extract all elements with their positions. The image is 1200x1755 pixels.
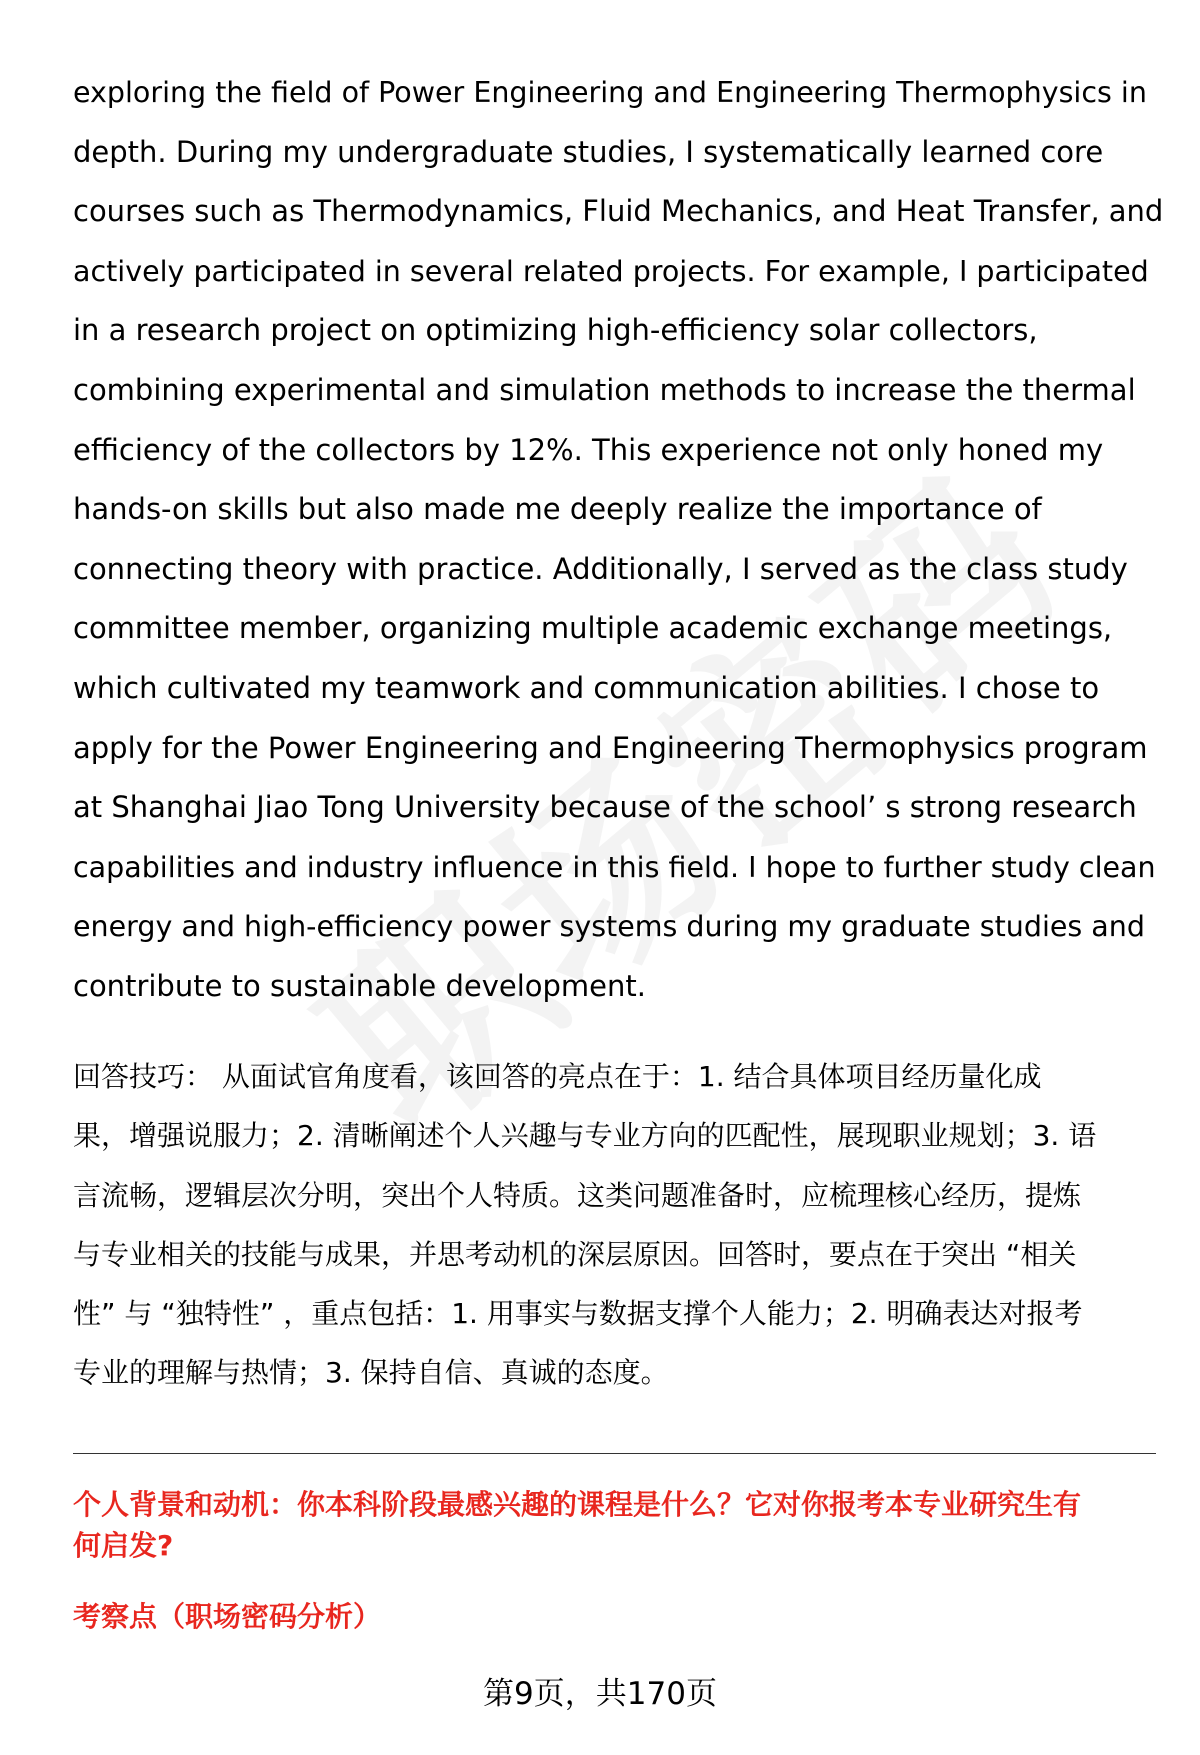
exam-point-heading: 考察点（职场密码分析）	[73, 1600, 382, 1633]
answer-line: in a research project on optimizing high-efficiency solar collectors,	[73, 313, 1038, 348]
answer-line: efficiency of the collectors by 12%. This experience not only honed my	[73, 432, 1104, 467]
page-number: 第9页，共170页	[483, 1676, 717, 1712]
tips-line: 言流畅，逻辑层次分明，突出个人特质。这类问题准备时，应梳理核心经历，提炼	[73, 1178, 1082, 1212]
tips-line: 性” 与 “独特性” ，重点包括：1. 用事实与数据支撑个人能力；2. 明确表达对报考	[73, 1297, 1083, 1331]
answer-line: which cultivated my teamwork and communication abilities. I chose to	[73, 670, 1100, 705]
answer-line: depth. During my undergraduate studies, I systematically learned core	[73, 134, 1104, 169]
answer-line: apply for the Power Engineering and Engineering Thermophysics program	[73, 730, 1148, 765]
answer-line: contribute to sustainable development.	[73, 968, 646, 1003]
answer-line: energy and high-efficiency power systems during my graduate studies and	[73, 910, 1145, 944]
answer-line: courses such as Thermodynamics, Fluid Mechanics, and Heat Transfer, and	[73, 194, 1164, 229]
answer-paragraph	[73, 63, 1163, 1017]
answer-line: capabilities and industry influence in this field. I hope to further study clean	[73, 850, 1156, 884]
tips-line: 果，增强说服力；2. 清晰阐述个人兴趣与专业方向的匹配性，展现职业规划；3. 语	[73, 1119, 1097, 1153]
tips-line: 与专业相关的技能与成果，并思考动机的深层原因。回答时，要点在于突出 “相关	[73, 1237, 1077, 1271]
question-line: 何启发?	[73, 1529, 174, 1562]
answer-line: actively participated in several related projects. For example, I participated	[73, 254, 1149, 288]
answer-line: combining experimental and simulation methods to increase the thermal	[73, 372, 1136, 407]
answer-line: hands-on skills but also made me deeply realize the importance of	[73, 492, 1042, 527]
answer-line: connecting theory with practice. Additionally, I served as the class study	[73, 551, 1128, 586]
tips-line: 回答技巧： 从面试官角度看，该回答的亮点在于：1. 结合具体项目经历量化成	[73, 1060, 1042, 1093]
answer-line: committee member, organizing multiple academic exchange meetings,	[73, 611, 1113, 646]
question-heading	[73, 1484, 1163, 1566]
section-divider	[73, 1453, 1156, 1454]
tips-line: 专业的理解与热情；3. 保持自信、真诚的态度。	[73, 1356, 669, 1390]
answer-tips-paragraph	[73, 1047, 1163, 1403]
answer-line: at Shanghai Jiao Tong University because of the school’ s strong research	[73, 790, 1137, 825]
question-line: 个人背景和动机：你本科阶段最感兴趣的课程是什么？它对你报考本专业研究生有	[73, 1488, 1082, 1521]
answer-line: exploring the field of Power Engineering and Engineering Thermophysics in	[73, 76, 1147, 109]
